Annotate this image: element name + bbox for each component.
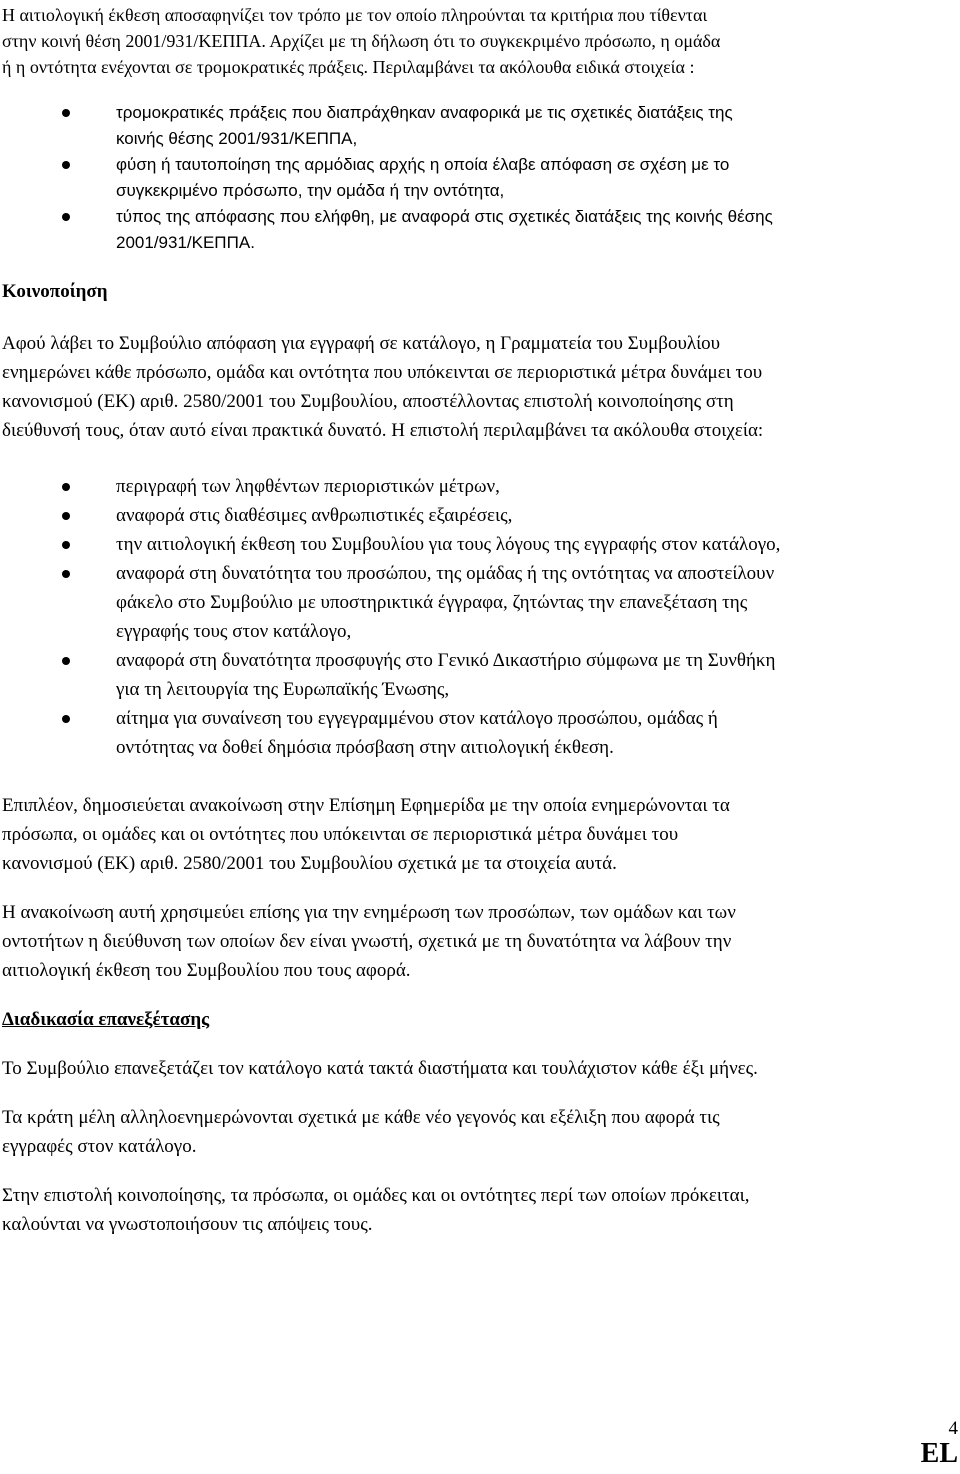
paragraph-line: ενημερώνει κάθε πρόσωπο, ομάδα και οντότητα που υπόκεινται σε περιοριστικά μέτρα δυνάμει του bbox=[2, 362, 763, 383]
list-item-line: οντότητας να δοθεί δημόσια πρόσβαση στην αιτιολογική έκθεση. bbox=[116, 737, 614, 758]
announcement-paragraph bbox=[2, 898, 954, 985]
paragraph-line: Επιπλέον, δημοσιεύεται ανακοίνωση στην Επίσημη Εφημερίδα με την οποία ενημερώνονται τα bbox=[2, 795, 730, 816]
list-item bbox=[2, 204, 954, 256]
page-number: 4 bbox=[948, 1418, 958, 1439]
paragraph-line: Τα κράτη μέλη αλληλοενημερώνονται σχετικά με κάθε νέο γεγονός και εξέλιξη που αφορά τις bbox=[2, 1107, 720, 1128]
paragraph-line: Αφού λάβει το Συμβούλιο απόφαση για εγγραφή σε κατάλογο, η Γραμματεία του Συμβουλίου bbox=[2, 333, 721, 354]
paragraph-line: κανονισμού (ΕΚ) αριθ. 2580/2001 του Συμβουλίου σχετικά με τα στοιχεία αυτά. bbox=[2, 853, 617, 874]
intro-line: Η αιτιολογική έκθεση αποσαφηνίζει τον τρόπο με τον οποίο πληρούνται τα κριτήρια που τίθενται bbox=[2, 5, 708, 25]
review-heading: Διαδικασία επανεξέτασης bbox=[2, 1009, 210, 1030]
statement-elements-list bbox=[2, 100, 954, 256]
list-item bbox=[2, 646, 954, 704]
list-item-line: 2001/931/ΚΕΠΠΑ. bbox=[116, 233, 255, 252]
list-item bbox=[2, 100, 954, 152]
paragraph-line: πρόσωπα, οι ομάδες και οι οντότητες που υπόκεινται σε περιοριστικά μέτρα δυνάμει του bbox=[2, 824, 679, 845]
paragraph-line: εγγραφές στον κατάλογο. bbox=[2, 1136, 197, 1157]
notification-paragraph bbox=[2, 329, 954, 445]
list-item bbox=[2, 501, 954, 530]
paragraph-line: Στην επιστολή κοινοποίησης, τα πρόσωπα, οι ομάδες και οι οντότητες περί των οποίων πρόκειται, bbox=[2, 1185, 750, 1206]
list-item-line: κοινής θέσης 2001/931/ΚΕΠΠΑ, bbox=[116, 129, 358, 148]
list-item-line: αναφορά στη δυνατότητα προσφυγής στο Γενικό Δικαστήριο σύμφωνα με τη Συνθήκη bbox=[116, 650, 776, 671]
list-item-line: φύση ή ταυτοποίηση της αρμόδιας αρχής η οποία έλαβε απόφαση σε σχέση με το bbox=[116, 155, 730, 174]
intro-paragraph bbox=[2, 2, 954, 80]
paragraph-line: καλούνται να γνωστοποιήσουν τις απόψεις τους. bbox=[2, 1214, 373, 1235]
list-item-line: τρομοκρατικές πράξεις που διαπράχθηκαν αναφορικά με τις σχετικές διατάξεις της bbox=[116, 103, 733, 122]
paragraph-line: κανονισμού (ΕΚ) αριθ. 2580/2001 του Συμβουλίου, αποστέλλοντας επιστολή κοινοποίησης στη bbox=[2, 391, 734, 412]
list-item-line: συγκεκριμένο πρόσωπο, την ομάδα ή την οντότητα, bbox=[116, 181, 505, 200]
review-paragraph-3 bbox=[2, 1181, 954, 1239]
notification-heading: Κοινοποίηση bbox=[2, 281, 108, 302]
publication-paragraph bbox=[2, 791, 954, 878]
list-item-line: φάκελο στο Συμβούλιο με υποστηρικτικά έγγραφα, ζητώντας την επανεξέταση της bbox=[116, 592, 748, 613]
list-item bbox=[2, 559, 954, 646]
list-item-line: περιγραφή των ληφθέντων περιοριστικών μέτρων, bbox=[116, 476, 500, 497]
intro-line: ή η οντότητα ενέχονται σε τρομοκρατικές πράξεις. Περιλαμβάνει τα ακόλουθα ειδικά στοιχεία : bbox=[2, 57, 695, 77]
list-item-line: αναφορά στις διαθέσιμες ανθρωπιστικές εξαιρέσεις, bbox=[116, 505, 513, 526]
review-paragraph-1: Το Συμβούλιο επανεξετάζει τον κατάλογο κατά τακτά διαστήματα και τουλάχιστον κάθε έξι μήνες. bbox=[2, 1058, 758, 1079]
intro-line: στην κοινή θέση 2001/931/ΚΕΠΠΑ. Αρχίζει με τη δήλωση ότι το συγκεκριμένο πρόσωπο, η ομάδα bbox=[2, 31, 721, 51]
list-item-line: την αιτιολογική έκθεση του Συμβουλίου για τους λόγους της εγγραφής στον κατάλογο, bbox=[116, 534, 781, 555]
review-paragraph-2 bbox=[2, 1103, 954, 1161]
list-item bbox=[2, 152, 954, 204]
list-item-line: για τη λειτουργία της Ευρωπαϊκής Ένωσης, bbox=[116, 679, 450, 700]
list-item-line: αναφορά στη δυνατότητα του προσώπου, της ομάδας ή της οντότητας να αποστείλουν bbox=[116, 563, 775, 584]
list-item bbox=[2, 472, 954, 501]
list-item-line: εγγραφής τους στον κατάλογο, bbox=[116, 621, 352, 642]
language-code: EL bbox=[920, 1438, 958, 1469]
document-page bbox=[2, 2, 954, 1239]
paragraph-line: οντοτήτων η διεύθυνση των οποίων δεν είναι γνωστή, σχετικά με τη δυνατότητα να λάβουν την bbox=[2, 931, 732, 952]
paragraph-line: αιτιολογική έκθεση του Συμβουλίου που τους αφορά. bbox=[2, 960, 411, 981]
list-item-line: τύπος της απόφασης που ελήφθη, με αναφορά στις σχετικές διατάξεις της κοινής θέσης bbox=[116, 207, 773, 226]
list-item bbox=[2, 704, 954, 762]
paragraph-line: Η ανακοίνωση αυτή χρησιμεύει επίσης για την ενημέρωση των προσώπων, των ομάδων και των bbox=[2, 902, 736, 923]
letter-elements-list bbox=[2, 472, 954, 762]
list-item-line: αίτημα για συναίνεση του εγγεγραμμένου στον κατάλογο προσώπου, ομάδας ή bbox=[116, 708, 718, 729]
paragraph-line: διεύθυνσή τους, όταν αυτό είναι πρακτικά δυνατό. Η επιστολή περιλαμβάνει τα ακόλουθα στοιχεία: bbox=[2, 420, 764, 441]
list-item bbox=[2, 530, 954, 559]
